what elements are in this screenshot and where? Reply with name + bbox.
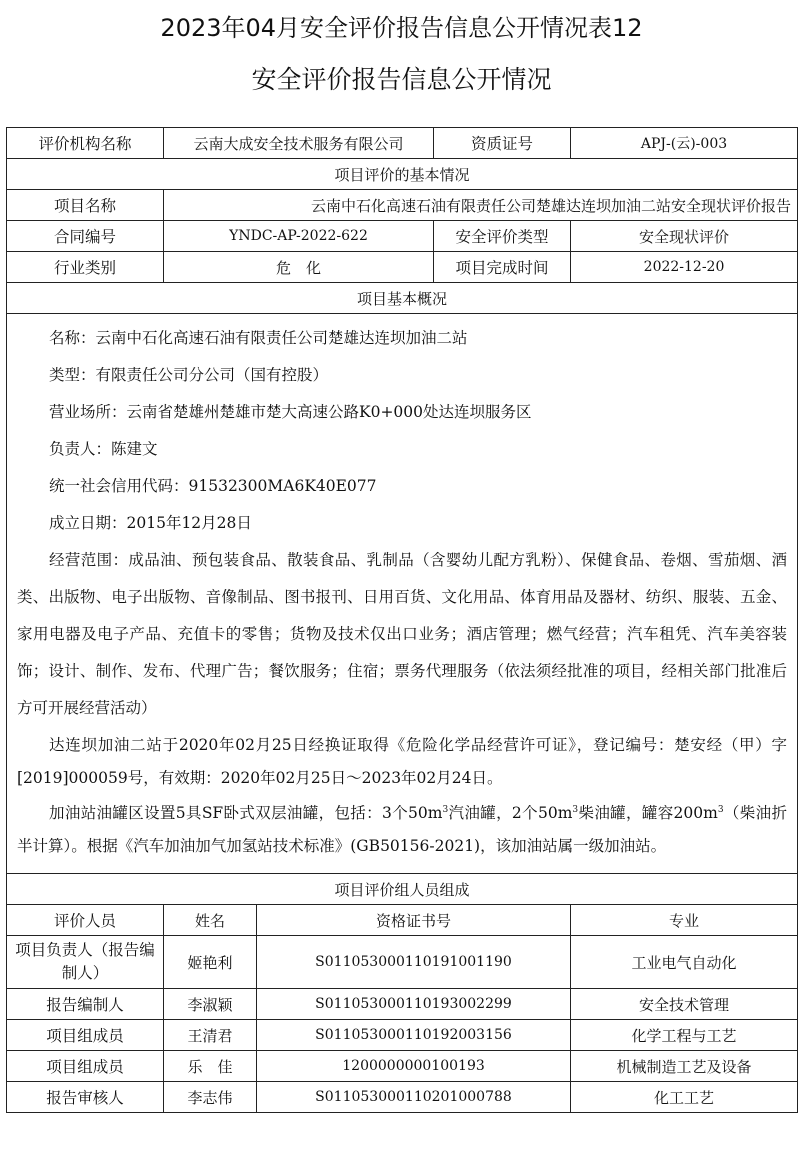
org-label: 评价机构名称 — [7, 128, 164, 159]
overview-credit-code: 统一社会信用代码：91532300MA6K40E077 — [49, 477, 377, 495]
col-role: 评价人员 — [7, 905, 164, 936]
org-row — [7, 128, 798, 159]
cubic-sup-2: 3 — [572, 804, 579, 815]
cert-label: 资质证号 — [434, 128, 571, 159]
overview-person: 负责人：陈建文 — [49, 440, 158, 458]
row-role: 报告审核人 — [7, 1082, 164, 1113]
project-name-label: 项目名称 — [7, 190, 164, 221]
basic-header-row — [7, 159, 798, 190]
row-name: 姬艳利 — [164, 936, 257, 989]
row-major: 安全技术管理 — [571, 989, 798, 1020]
project-name-row — [7, 190, 798, 221]
team-columns-row — [7, 905, 798, 936]
tanks-text-a: 加油站油罐区设置5具SF卧式双层油罐，包括：3个50m — [49, 804, 443, 822]
org-value: 云南大成安全技术服务有限公司 — [164, 128, 434, 159]
cubic-sup-3: 3 — [717, 804, 724, 815]
row-cert: S011053000110191001190 — [257, 936, 571, 989]
team-header-row — [7, 874, 798, 905]
row-name: 王清君 — [164, 1020, 257, 1051]
overview-address: 营业场所：云南省楚雄州楚雄市楚大高速公路K0+000处达连坝服务区 — [49, 403, 532, 421]
row-role: 报告编制人 — [7, 989, 164, 1020]
cert-value: APJ-(云)-003 — [571, 128, 798, 159]
cubic-sup-1: 3 — [442, 804, 449, 815]
row-name: 乐 佳 — [164, 1051, 257, 1082]
disclosure-table — [6, 127, 798, 1113]
page-title: 2023年04月安全评价报告信息公开情况表12 — [160, 14, 643, 42]
tanks-text-c: 柴油罐，罐容200m — [578, 804, 718, 822]
industry-row — [7, 252, 798, 283]
overview-tanks — [17, 797, 787, 863]
team-header: 项目评价组人员组成 — [7, 874, 798, 905]
overview-header-row — [7, 283, 798, 314]
tanks-text-d: （柴油折半计算）。根据《汽车加油加气加氢站技术标准》(GB50156-2021)，该加油站属一级加油站。 — [17, 804, 787, 855]
overview-row — [7, 314, 798, 874]
finish-label: 项目完成时间 — [434, 252, 571, 283]
overview-scope: 经营范围：成品油、预包装食品、散装食品、乳制品（含婴幼儿配方乳粉）、保健食品、卷烟、雪茄烟、酒类、出版物、电子出版物、音像制品、图书报刊、日用百货、文化用品、体育用品及器材、纺织、服装、五金、家用电器及电子产品、充值卡的零售；货物及技术仅出口业务；酒店管理；燃气经营；汽车租凭、汽车美容装饰；设计、制作、发布、代理广告；餐饮服务；住宿；票务代理服务（依法须经批准的项目，经相关部门批准后方可开展经营活动） — [17, 551, 788, 717]
overview-license: 达连坝加油二站于2020年02月25日经换证取得《危险化学品经营许可证》，登记编号：楚安经（甲）字[2019]000059号，有效期：2020年02月25日～2023年02月24日。 — [17, 736, 788, 787]
industry-value: 危 化 — [164, 252, 434, 283]
overview-founded: 成立日期：2015年12月28日 — [49, 514, 252, 532]
page-subtitle: 安全评价报告信息公开情况 — [251, 65, 552, 94]
row-name: 李淑颖 — [164, 989, 257, 1020]
project-name-value: 云南中石化高速石油有限责任公司楚雄达连坝加油二站安全现状评价报告 — [164, 190, 798, 221]
row-major: 化工工艺 — [571, 1082, 798, 1113]
overview-header: 项目基本概况 — [7, 283, 798, 314]
contract-value: YNDC-AP-2022-622 — [164, 221, 434, 252]
contract-label: 合同编号 — [7, 221, 164, 252]
row-cert: S011053000110192003156 — [257, 1020, 571, 1051]
table-row — [7, 1082, 798, 1113]
row-cert: 1200000000100193 — [257, 1051, 571, 1082]
table-row — [7, 989, 798, 1020]
overview-type: 类型：有限责任公司分公司（国有控股） — [49, 366, 329, 384]
eval-type-label: 安全评价类型 — [434, 221, 571, 252]
row-major: 化学工程与工艺 — [571, 1020, 798, 1051]
row-major: 机械制造工艺及设备 — [571, 1051, 798, 1082]
col-major: 专业 — [571, 905, 798, 936]
tanks-text-b: 汽油罐，2个50m — [448, 804, 573, 822]
row-cert: S011053000110201000788 — [257, 1082, 571, 1113]
table-row — [7, 936, 798, 989]
table-row — [7, 1051, 798, 1082]
row-role: 项目组成员 — [7, 1020, 164, 1051]
industry-label: 行业类别 — [7, 252, 164, 283]
overview-cell — [7, 314, 798, 874]
row-major: 工业电气自动化 — [571, 936, 798, 989]
col-name: 姓名 — [164, 905, 257, 936]
table-row — [7, 1020, 798, 1051]
contract-row — [7, 221, 798, 252]
row-cert: S011053000110193002299 — [257, 989, 571, 1020]
col-cert: 资格证书号 — [257, 905, 571, 936]
basic-header: 项目评价的基本情况 — [7, 159, 798, 190]
row-name: 李志伟 — [164, 1082, 257, 1113]
eval-type-value: 安全现状评价 — [571, 221, 798, 252]
finish-value: 2022-12-20 — [571, 252, 798, 283]
row-role: 项目组成员 — [7, 1051, 164, 1082]
row-role: 项目负责人（报告编制人） — [7, 936, 164, 989]
overview-name: 名称：云南中石化高速石油有限责任公司楚雄达连坝加油二站 — [49, 329, 468, 347]
